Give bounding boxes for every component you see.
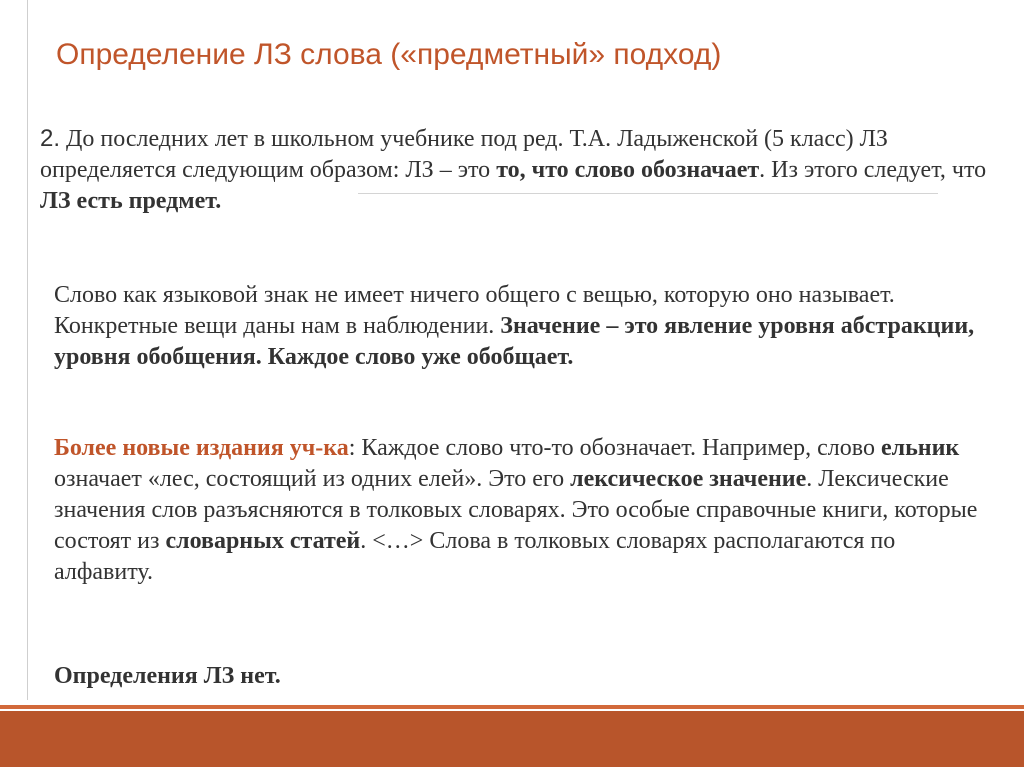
bold-dictionary-entries: словарных статей (165, 528, 361, 554)
bold-example-word: ельник (880, 435, 960, 461)
footer-band-thin (0, 705, 1024, 709)
slide-title: Определение ЛЗ слова («предметный» подход) (56, 38, 722, 71)
text: . Из этого следует, что (759, 157, 987, 183)
text: означает «лес, состоящий из одних елей». Это его (54, 466, 571, 492)
text: . (360, 528, 373, 554)
ellipsis-mark: <…> (372, 528, 424, 554)
text: Слово как языковой знак не имеет ничего общего с вещью, которую оно называет. Конкретные вещи даны нам в наблюдении. (54, 282, 895, 339)
bold-conclusion-text: Определения ЛЗ нет. (54, 663, 281, 689)
text: До последних лет в школьном учебнике под ред. Т.А. Ладыженской (5 класс) ЛЗ определяется следующим образом: ЛЗ – это (40, 126, 888, 183)
text: : Каждое слово что-то обозначает. Например, слово (348, 435, 881, 461)
paragraph-new-editions (54, 433, 984, 588)
paragraph-textbook-definition (40, 123, 1000, 217)
paragraph-word-as-sign (54, 280, 984, 373)
bold-conclusion: ЛЗ есть предмет. (40, 188, 222, 214)
paragraph-conclusion (54, 661, 654, 692)
item-number: 2. (40, 125, 61, 152)
text: . Лексические значения слов разъясняются в толковых словарях. Это особые справочные книги, которые состоят из (54, 466, 978, 554)
accent-phrase: Более новые издания уч-ка (54, 435, 349, 461)
bold-phrase: то, что слово обозначает (496, 157, 760, 183)
footer-band (0, 711, 1024, 767)
text: Слова в толковых словарях располагаются по алфавиту. (54, 528, 896, 585)
bold-lexical-meaning: лексическое значение (570, 466, 807, 492)
left-margin-rule (27, 0, 28, 700)
bold-meaning-definition: Значение – это явление уровня абстракции, уровня обобщения. Каждое слово уже обобщает. (54, 313, 975, 370)
